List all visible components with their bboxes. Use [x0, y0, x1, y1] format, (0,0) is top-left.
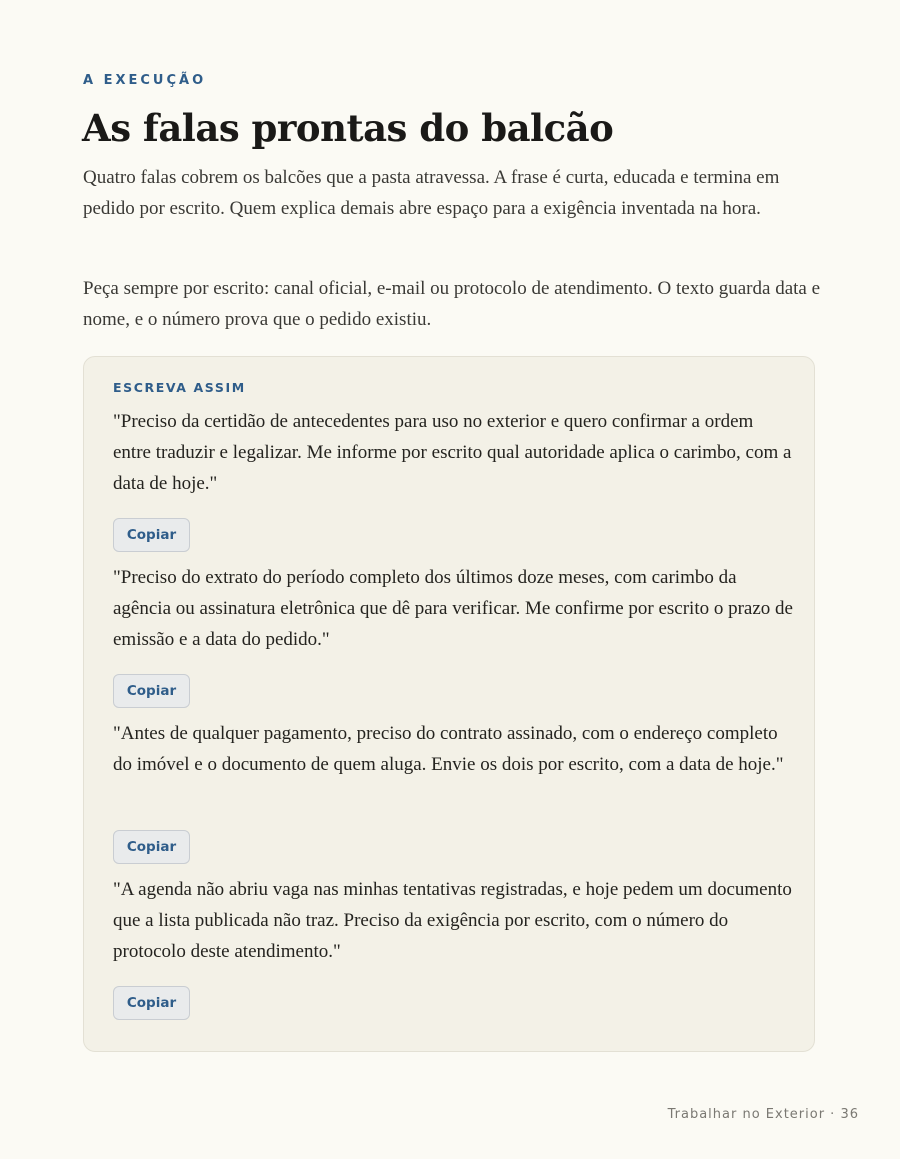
- copy-button[interactable]: Copiar: [113, 986, 190, 1020]
- copy-button[interactable]: Copiar: [113, 518, 190, 552]
- phrases-panel: [83, 356, 815, 1052]
- section-eyebrow: A EXECUÇÃO: [83, 73, 207, 88]
- copy-button[interactable]: Copiar: [113, 830, 190, 864]
- phrase-text: "Preciso do extrato do período completo dos últimos doze meses, com carimbo da agência ou assinatura eletrônica que dê para verificar. Me confirme por escrito o prazo de emissão e a data do pedido.": [113, 567, 793, 650]
- phrase-text: "A agenda não abriu vaga nas minhas tentativas registradas, e hoje pedem um documento que a lista publicada não traz. Preciso da exigência por escrito, com o número do protocolo deste atendimento.": [113, 879, 792, 962]
- panel-label: ESCREVA ASSIM: [113, 380, 246, 395]
- phrase-text: "Preciso da certidão de antecedentes para uso no exterior e quero confirmar a ordem entre traduzir e legalizar. Me informe por escrito qual autoridade aplica o carimbo, com a data de hoje.": [113, 411, 792, 494]
- copy-button[interactable]: Copiar: [113, 674, 190, 708]
- page-footer: Trabalhar no Exterior · 36: [667, 1107, 859, 1122]
- intro-paragraph: Peça sempre por escrito: canal oficial, e-mail ou protocolo de atendimento. O texto guarda data e nome, e o número prova que o pedido existiu.: [83, 278, 821, 330]
- phrase-text: "Antes de qualquer pagamento, preciso do contrato assinado, com o endereço completo do imóvel e o documento de quem aluga. Envie os dois por escrito, com a data de hoje.": [113, 723, 784, 775]
- intro-paragraph: Quatro falas cobrem os balcões que a pasta atravessa. A frase é curta, educada e termina em pedido por escrito. Quem explica demais abre espaço para a exigência inventada na hora.: [83, 167, 780, 219]
- page-title: As falas prontas do balcão: [82, 106, 614, 150]
